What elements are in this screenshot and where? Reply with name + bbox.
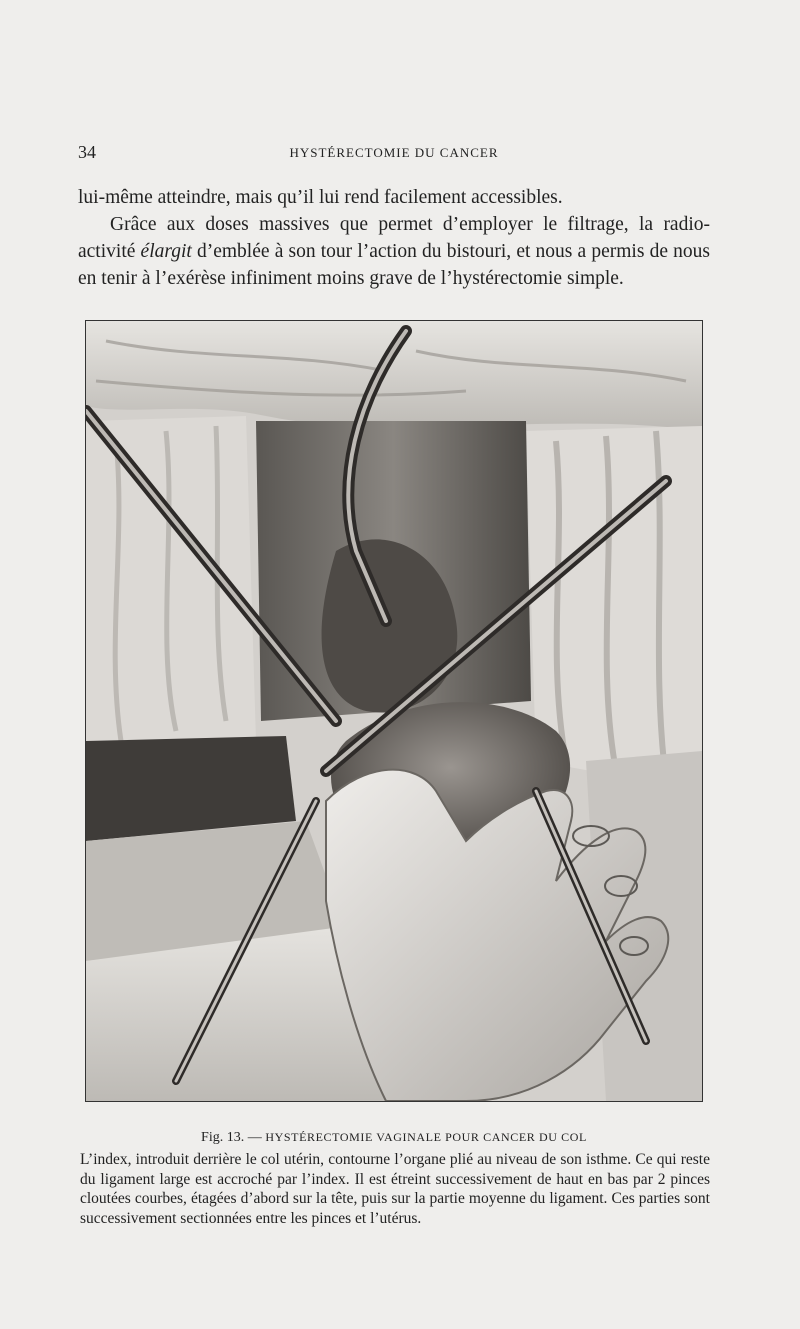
paragraph-continuation: lui-même atteindre, mais qu’il lui rend facilement accessibles. (78, 187, 563, 208)
emphasized-word: élargit (140, 241, 192, 262)
page-number: 34 (78, 142, 96, 162)
surgical-illustration (85, 320, 703, 1102)
body-text (78, 184, 710, 292)
figure-label: Fig. 13. — (201, 1130, 262, 1145)
illustration-drawing (86, 321, 702, 1101)
figure-title: HYSTÉRECTOMIE VAGINALE POUR CANCER DU COL (265, 1130, 587, 1144)
paragraph (78, 211, 710, 292)
figure-description: L’index, introduit derrière le col utérin, contourne l’organe plié au niveau de son isthme. Ce qui reste du ligament large est accroché par l’index. Il est étreint successivement de haut en bas par 2 pinces cloutées courbes, étagées d’abord sur la tête, puis sur la partie moyenne du ligament. Ces parties sont successivement sectionnées entre les pinces et l’utérus. (80, 1151, 710, 1227)
running-header (78, 140, 710, 170)
paragraph-text-end: d’emblée à son tour l’action du bistouri, et nous a permis de nous en tenir à l’exérèse infiniment moins grave de l’hystérectomie simple. (78, 241, 710, 289)
paragraph-text-start: Grâce aux doses massives que permet d’employer le filtrage, la radio-activité (78, 214, 710, 262)
figure-caption-title (78, 1130, 710, 1146)
running-title: HYSTÉRECTOMIE DU CANCER (289, 145, 499, 160)
